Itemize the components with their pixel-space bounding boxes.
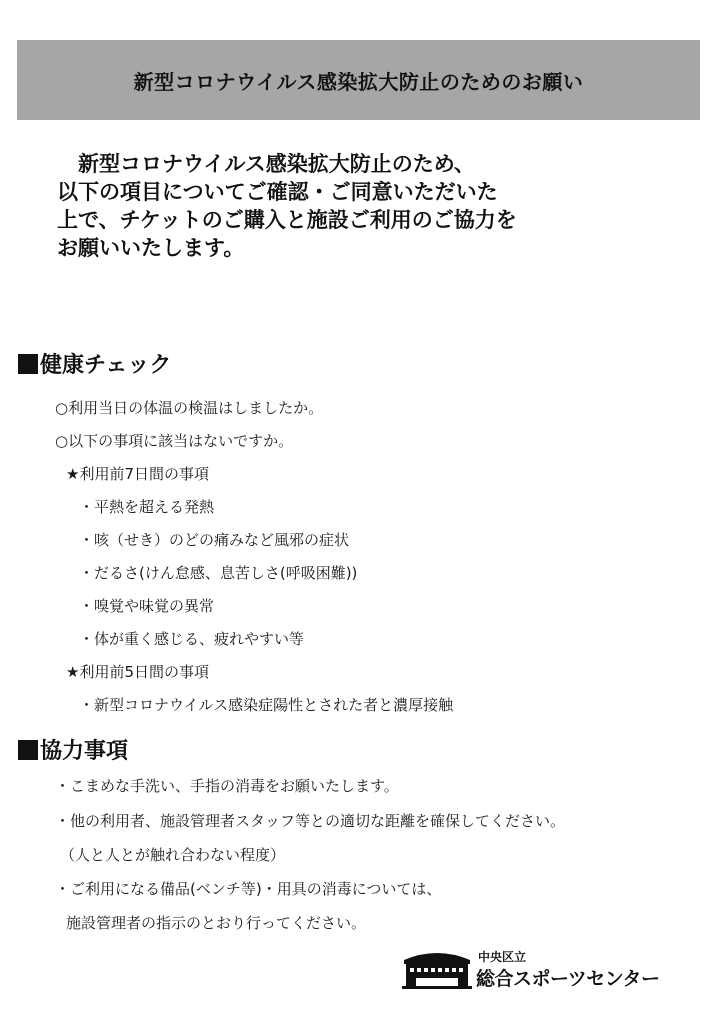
cooperation-heading [18, 734, 128, 765]
intro-line: お願いいたします。 [57, 236, 245, 260]
logo-small-text: 中央区立 [478, 950, 527, 964]
health-check-item: ・体が重く感じる、疲れやすい等 [79, 630, 305, 648]
health-check-item: ・嗅覚や味覚の異常 [79, 597, 215, 615]
health-check-item: ・咳（せき）のどの痛みなど風邪の症状 [79, 531, 350, 549]
cooperation-item: ・ご利用になる備品(ベンチ等)・用具の消毒については、 [55, 880, 442, 898]
square-bullet-icon [18, 740, 38, 760]
cooperation-item: （人と人とが触れ合わない程度） [60, 846, 286, 864]
health-check-subheading: ★利用前7日間の事項 [66, 465, 209, 483]
page-title: 新型コロナウイルス感染拡大防止のためのお願い [133, 69, 584, 94]
intro-paragraph [57, 150, 617, 262]
health-check-item: ・平熱を超える発熱 [79, 498, 215, 516]
cooperation-item: ・こまめな手洗い、手指の消毒をお願いたします。 [55, 777, 399, 795]
intro-line: 上で、チケットのご購入と施設ご利用のご協力を [57, 208, 517, 232]
health-check-item: ○利用当日の体温の検温はしましたか。 [55, 399, 324, 417]
square-bullet-icon [18, 354, 38, 374]
health-check-item: ・新型コロナウイルス感染症陽性とされた者と濃厚接触 [79, 696, 454, 714]
sports-center-logo [402, 948, 682, 996]
title-banner [17, 40, 700, 120]
logo-big-text: 総合スポーツセンター [476, 968, 660, 990]
building-icon [402, 948, 472, 990]
health-check-item: ○以下の事項に該当はないですか。 [55, 432, 294, 450]
health-check-heading-text: 健康チェック [40, 353, 172, 378]
cooperation-item: ・他の利用者、施設管理者スタッフ等との適切な距離を確保してください。 [55, 812, 566, 830]
cooperation-item: 施設管理者の指示のとおり行ってください。 [66, 914, 367, 932]
health-check-item: ・だるさ(けん怠感、息苦しさ(呼吸困難)) [79, 564, 358, 582]
intro-line: 新型コロナウイルス感染拡大防止のため、 [57, 152, 475, 176]
cooperation-heading-text: 協力事項 [40, 739, 129, 764]
health-check-subheading: ★利用前5日間の事項 [66, 663, 209, 681]
intro-line: 以下の項目についてご確認・ご同意いただいた [57, 180, 498, 204]
health-check-heading [18, 348, 171, 379]
